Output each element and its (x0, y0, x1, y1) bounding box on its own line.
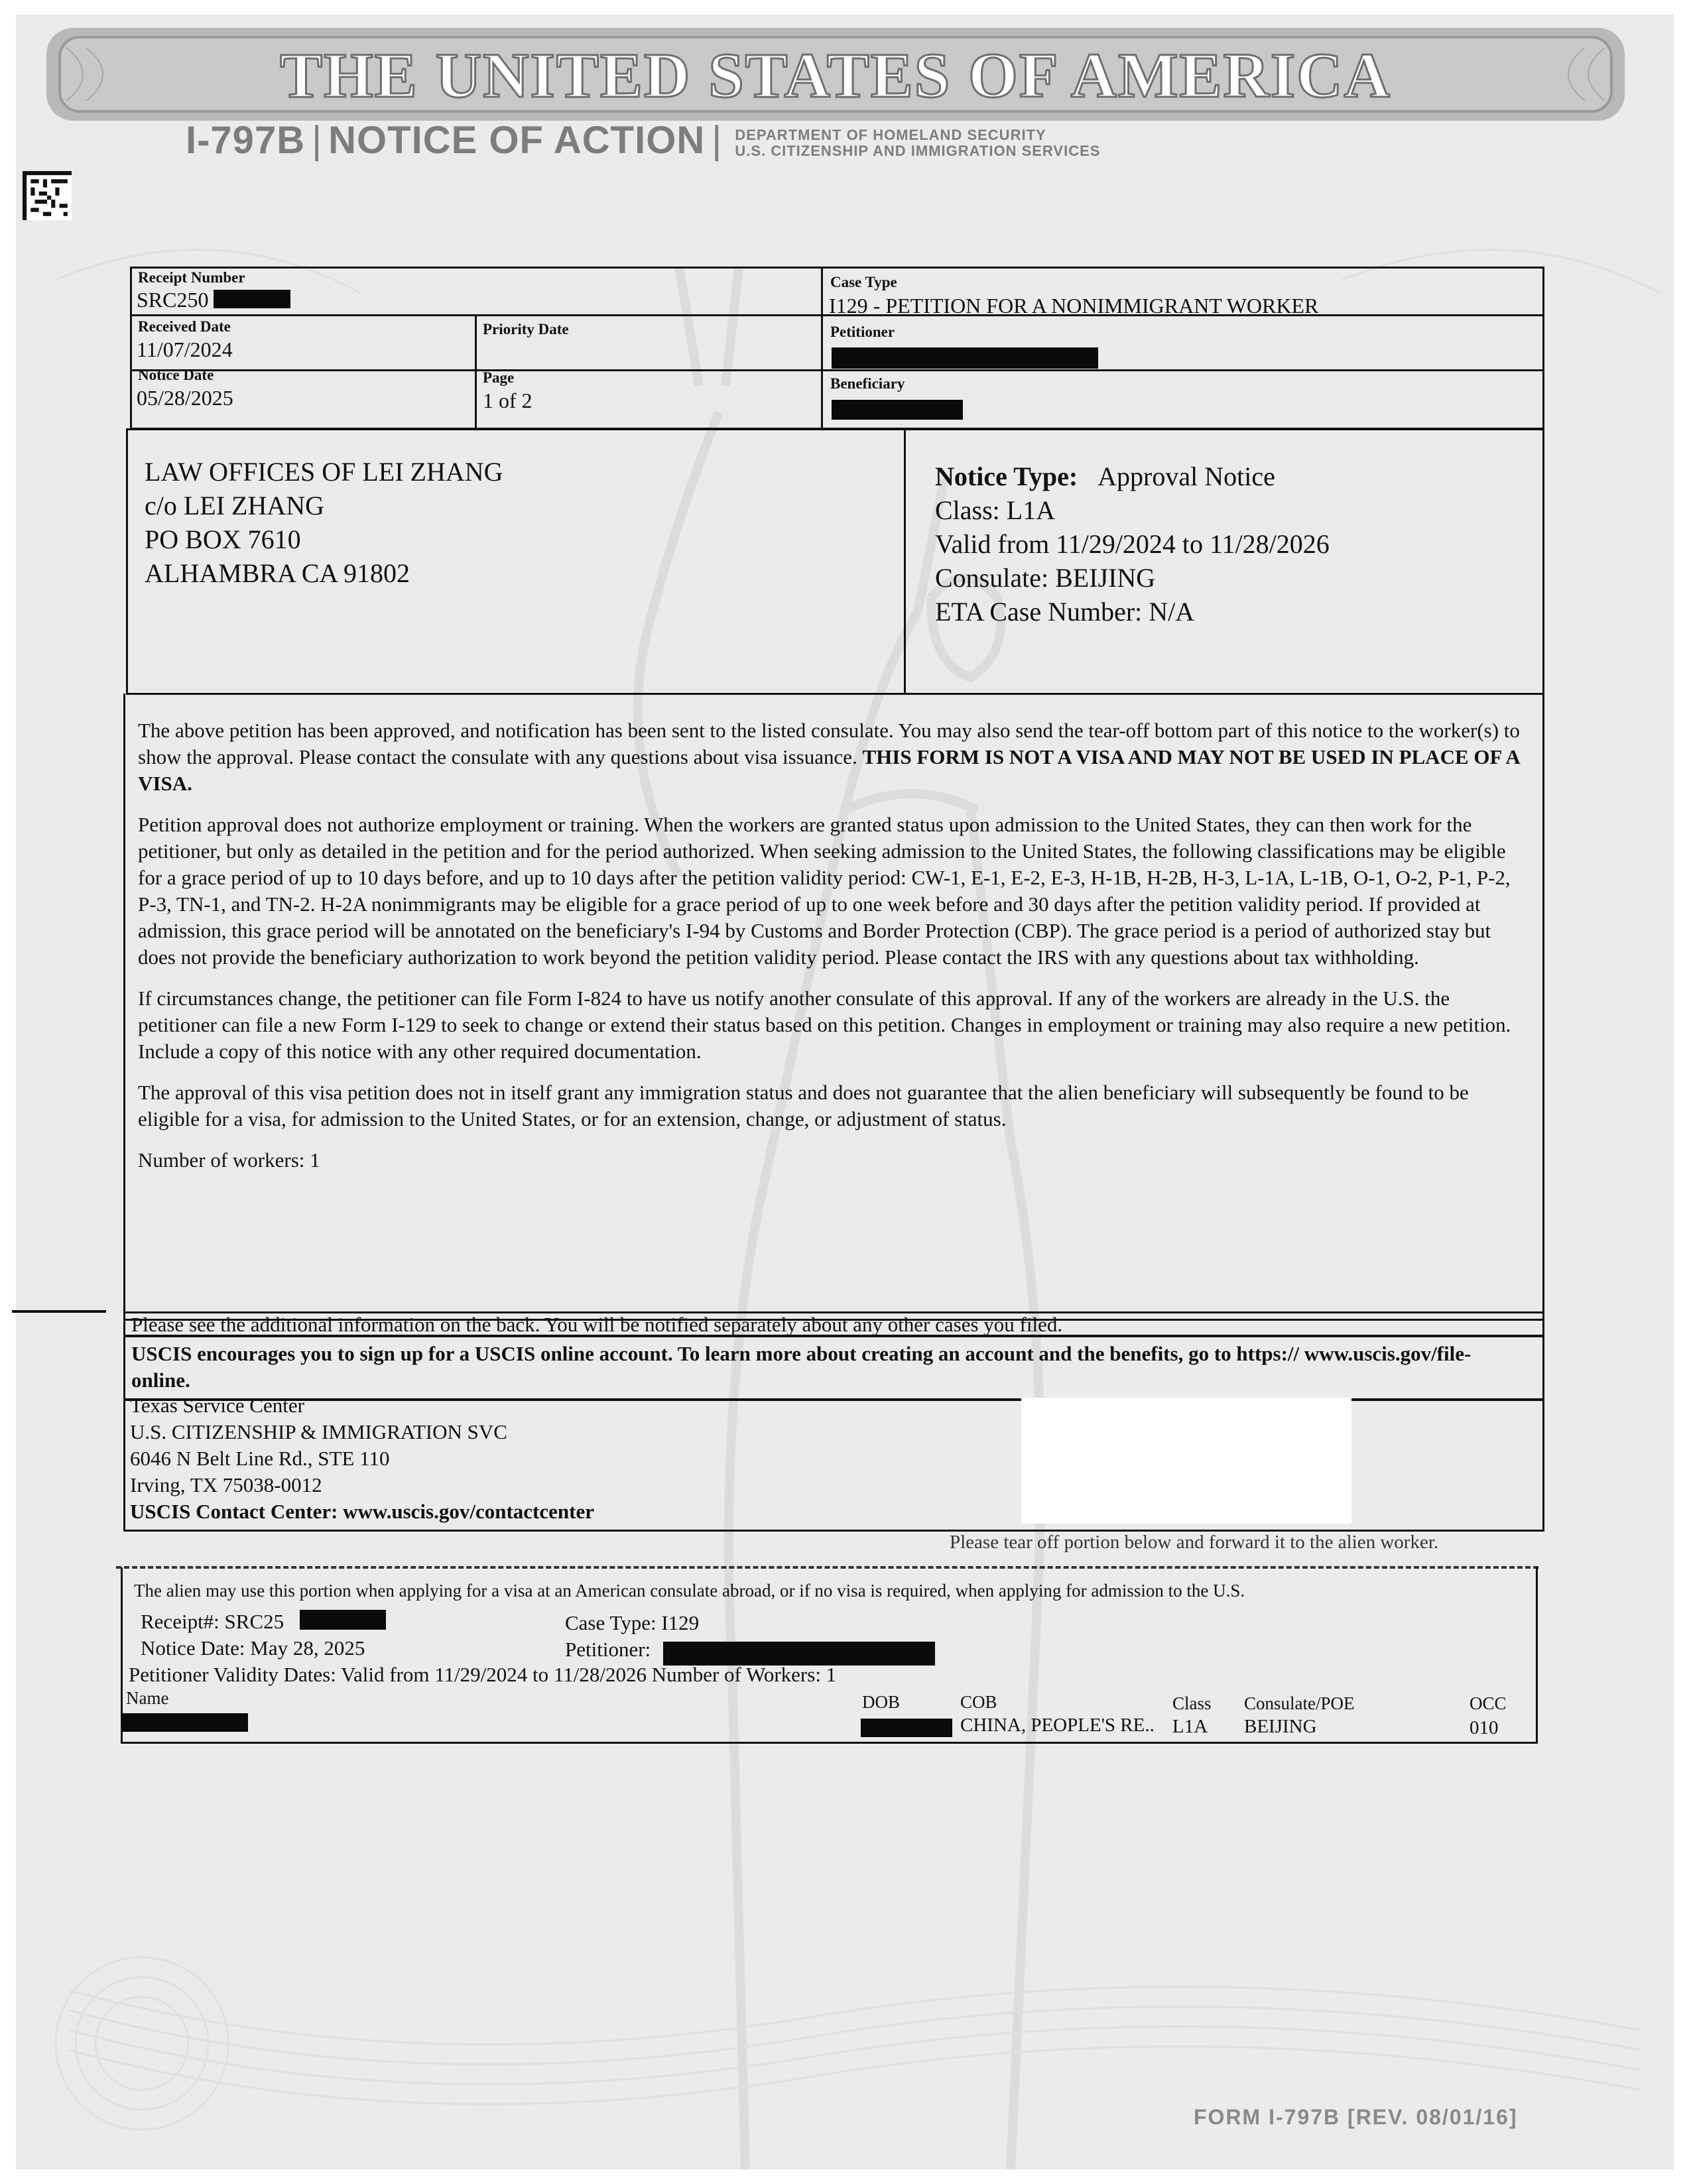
col-name: Name (126, 1688, 169, 1708)
margin-mark (12, 1310, 106, 1313)
case-type: I129 - PETITION FOR A NONIMMIGRANT WORKER (829, 294, 1319, 318)
stub-class: L1A (1172, 1716, 1208, 1737)
notice-date: 05/28/2025 (137, 386, 233, 410)
online-account-notice: USCIS encourages you to sign up for a USCIS online account. To learn more about creating an account and the benefits, go to https:// www.uscis.gov/file-online. (131, 1342, 1472, 1392)
stub-notice-date: Notice Date: May 28, 2025 (141, 1636, 365, 1660)
notice-date-label: Notice Date (138, 367, 214, 383)
notice-type-label: Notice Type: (935, 461, 1078, 491)
stub-petitioner-redaction (663, 1642, 935, 1666)
body-paragraph: If circumstances change, the petitioner can file Form I-824 to have us notify another consulate of this approval. If any of the workers are already in the U.S. the petitioner can file a new Form I-129 to seek to change or extend their status based on this petition. Changes in employment or training may also require a new petition. Include a copy of this notice with any other required documentation. (138, 987, 1511, 1063)
stub-receipt: Receipt#: SRC25 (141, 1610, 284, 1633)
agency-name: DEPARTMENT OF HOMELAND SECURITY U.S. CITIZENSHIP AND IMMIGRATION SERVICES (735, 127, 1101, 159)
notice-class: Class: L1A (935, 495, 1056, 525)
additional-info: Please see the additional information on the back. You will be notified separately about any other cases you filed. (131, 1313, 1063, 1336)
notice-consulate: Consulate: BEIJING (935, 563, 1156, 593)
form-number: I-797B (186, 119, 306, 162)
receipt-number-label: Receipt Number (138, 269, 245, 286)
receipt-number: SRC250 (137, 288, 209, 312)
form-revision: FORM I-797B [REV. 08/01/16] (1194, 2105, 1518, 2129)
redaction-box-white (1021, 1398, 1351, 1524)
priority-date-label: Priority Date (483, 321, 569, 337)
body-paragraph: Petition approval does not authorize employment or training. When the workers are granted status upon admission to the United States, they can then work for the petitioner, but only as detailed in the petition and for the period authorized. When seeking admission to the United States, the following classifications may be eligible for a grace period of up to 10 days before, and up to 10 days after the petition validity period: CW-1, E-1, E-2, E-3, H-1B, H-2B, H-3, L-1A, L-1B, O-1, O-2, P-1, P-2, P-3, TN-1, and TN-2. H-2A nonimmigrants may be eligible for a grace period of up to one week before and 30 days after the petition validity period. If provided at admission, this grace period will be annotated on the beneficiary's I-94 by Customs and Border Protection (CBP). The grace period is a period of authorized stay but does not provide the beneficiary authorization to work beyond the petition validity period. Please contact the IRS with any questions about tax withholding. (138, 813, 1511, 969)
col-occ: OCC (1470, 1693, 1507, 1713)
col-dob: DOB (862, 1692, 901, 1712)
body-paragraph: The approval of this visa petition does not in itself grant any immigration status and does not guarantee that the alien beneficiary will subsequently be found to be eligible for a visa, for admission to the United States, or for an extension, change, or adjustment of status. (138, 1081, 1469, 1130)
header-banner (46, 28, 1625, 121)
col-class: Class (1172, 1693, 1212, 1713)
notice-eta: ETA Case Number: N/A (935, 597, 1195, 627)
page-label: Page (483, 369, 515, 386)
body-paragraph: The above petition has been approved, and notification has been sent to the listed consulate. You may also send the tear-off bottom part of this notice to the worker(s) to show the approval. Please contact the consulate with any questions about visa issuance. THIS FORM IS NOT A VISA AND MAY NOT BE USED IN PLACE OF A VISA. (138, 719, 1520, 795)
beneficiary-redaction (832, 400, 963, 420)
stub-consulate: BEIJING (1244, 1716, 1317, 1737)
address-line: ALHAMBRA CA 91802 (145, 558, 410, 588)
stub-intro: The alien may use this portion when applying for a visa at an American consulate abroad, or if no visa is required, when applying for admission to the U.S. (134, 1581, 1245, 1601)
stub-dob-redaction (861, 1719, 952, 1737)
notice-details (935, 459, 1330, 629)
form-title: NOTICE OF ACTION (328, 119, 706, 162)
received-date: 11/07/2024 (137, 337, 233, 361)
page-number: 1 of 2 (483, 389, 532, 412)
stub-occ: 010 (1470, 1717, 1499, 1738)
case-type-label: Case Type (830, 274, 897, 290)
petitioner-label: Petitioner (830, 324, 895, 340)
contact-center: USCIS Contact Center: www.uscis.gov/contactcenter (130, 1500, 594, 1523)
col-consulate: Consulate/POE (1244, 1693, 1355, 1713)
notice-valid-dates: Valid from 11/29/2024 to 11/28/2026 (935, 529, 1330, 559)
received-date-label: Received Date (138, 318, 231, 335)
redaction (214, 290, 290, 308)
notice-type: Approval Notice (1097, 461, 1275, 491)
stub-name-redaction (122, 1713, 248, 1732)
stub-receipt-redaction (300, 1610, 386, 1630)
body-text (138, 717, 1524, 1188)
stub-cob: CHINA, PEOPLE'S RE.. (960, 1715, 1155, 1736)
barcode-2d (23, 171, 72, 220)
form-title-row: I-797B | NOTICE OF ACTION | DEPARTMENT OF HOMELAND SECURITY U.S. CITIZENSHIP AND IMMIGRATION SERVICES (186, 119, 1101, 162)
mailing-address (145, 455, 503, 590)
banner-title: THE UNITED STATES OF AMERICA (280, 40, 1391, 111)
stub-case-type: Case Type: I129 (565, 1611, 700, 1634)
stub-validity: Petitioner Validity Dates: Valid from 11/29/2024 to 11/28/2026 Number of Workers: 1 (129, 1663, 837, 1686)
beneficiary-label: Beneficiary (830, 375, 905, 392)
address-line: LAW OFFICES OF LEI ZHANG (145, 457, 503, 487)
address-line: PO BOX 7610 (145, 524, 301, 554)
col-cob: COB (960, 1692, 997, 1712)
service-center-address: Texas Service Center U.S. CITIZENSHIP & IMMIGRATION SVC 6046 N Belt Line Rd., STE 110 Irving, TX 75038-0012 USCIS Contact Center: www.uscis.gov/contactcenter (130, 1392, 594, 1525)
tear-instruction: Please tear off portion below and forward it to the alien worker. (950, 1532, 1439, 1553)
stub-petitioner: Petitioner: (565, 1638, 651, 1661)
number-of-workers: Number of workers: 1 (138, 1148, 320, 1172)
address-line: c/o LEI ZHANG (145, 491, 325, 520)
petitioner-redaction (832, 347, 1098, 369)
